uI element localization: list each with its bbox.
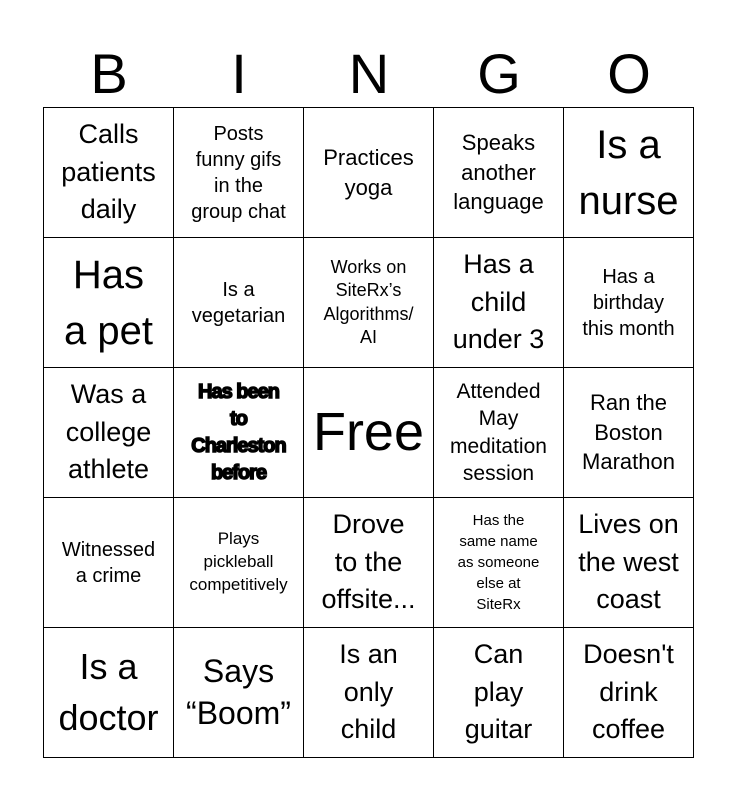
bingo-cell[interactable]: Is a nurse: [564, 108, 694, 238]
bingo-cell[interactable]: Drove to the offsite...: [304, 498, 434, 628]
header-letter-o: O: [607, 42, 651, 105]
header-letter-n: N: [348, 42, 390, 105]
bingo-cell[interactable]: Plays pickleball competitively: [174, 498, 304, 628]
bingo-cell[interactable]: Calls patients daily: [44, 108, 174, 238]
bingo-cell[interactable]: Posts funny gifs in the group chat: [174, 108, 304, 238]
bingo-header: [44, 40, 694, 108]
bingo-cell[interactable]: Has a child under 3: [434, 238, 564, 368]
header-letter-g: G: [477, 42, 521, 105]
bingo-cell[interactable]: Has a birthday this month: [564, 238, 694, 368]
bingo-grid: [43, 107, 694, 758]
header-letter-i: I: [231, 42, 247, 105]
bingo-cell[interactable]: Lives on the west coast: [564, 498, 694, 628]
bingo-cell[interactable]: Says “Boom”: [174, 628, 304, 758]
bingo-cell[interactable]: Is a vegetarian: [174, 238, 304, 368]
bingo-cell[interactable]: Is a doctor: [44, 628, 174, 758]
bingo-cell[interactable]: Attended May meditation session: [434, 368, 564, 498]
bingo-cell[interactable]: Has been to Charleston before: [174, 368, 304, 498]
bingo-cell[interactable]: Was a college athlete: [44, 368, 174, 498]
bingo-cell[interactable]: Practices yoga: [304, 108, 434, 238]
bingo-cell[interactable]: Doesn't drink coffee: [564, 628, 694, 758]
header-letter-b: B: [90, 42, 128, 105]
bingo-cell[interactable]: Works on SiteRx’s Algorithms/ AI: [304, 238, 434, 368]
bingo-cell[interactable]: Ran the Boston Marathon: [564, 368, 694, 498]
bingo-cell[interactable]: Is an only child: [304, 628, 434, 758]
free-cell[interactable]: Free: [304, 368, 434, 498]
bingo-cell[interactable]: Has a pet: [44, 238, 174, 368]
bingo-cell[interactable]: Can play guitar: [434, 628, 564, 758]
bingo-cell[interactable]: Speaks another language: [434, 108, 564, 238]
bingo-cell[interactable]: Witnessed a crime: [44, 498, 174, 628]
bingo-cell[interactable]: Has the same name as someone else at SiteRx: [434, 498, 564, 628]
